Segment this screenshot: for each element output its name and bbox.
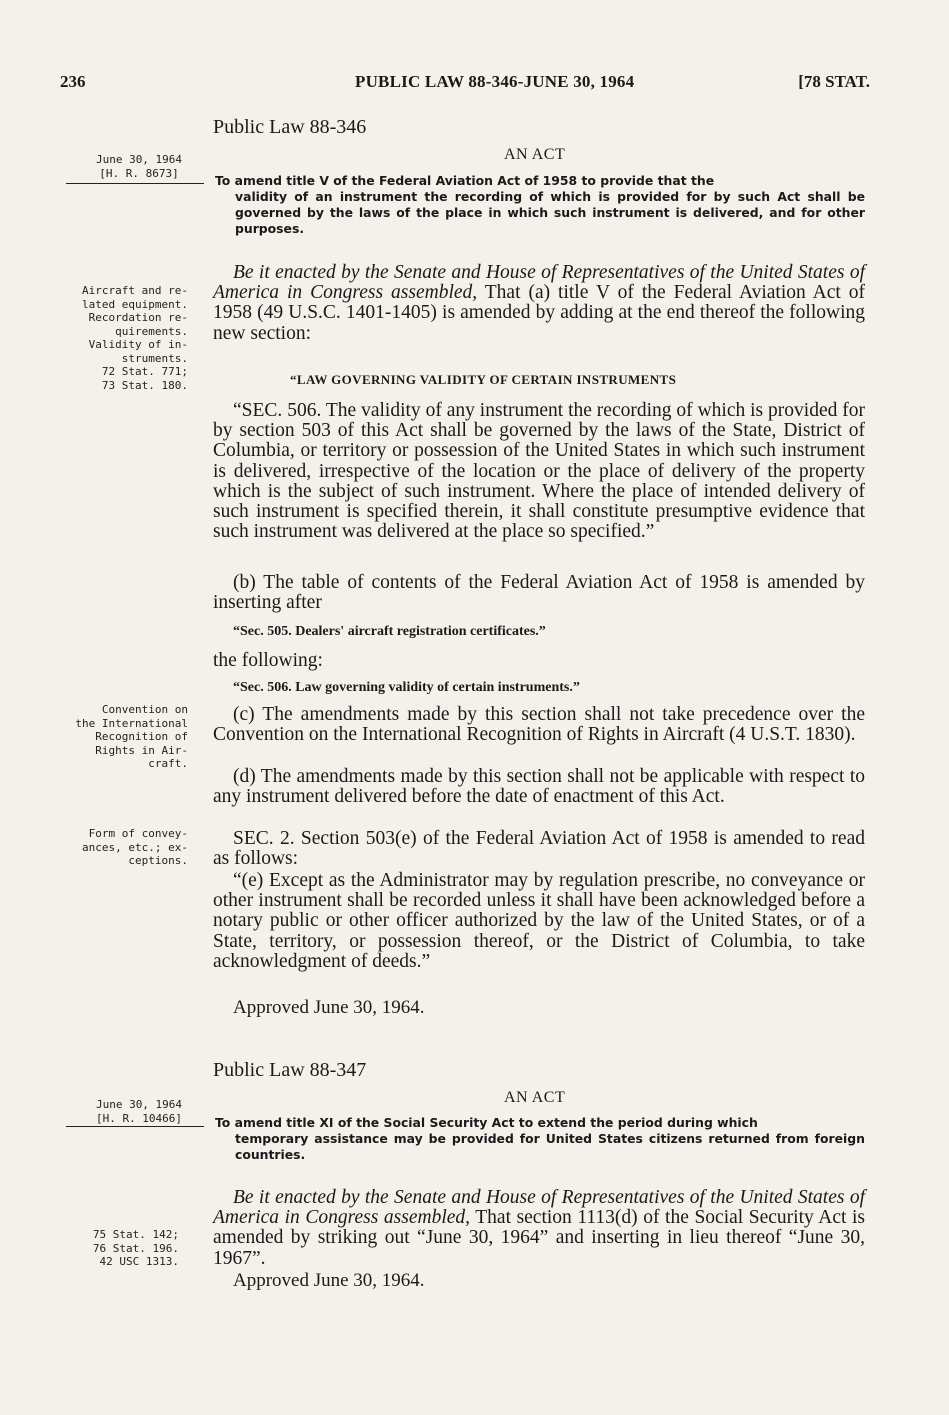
margin-note-convention: Convention on the International Recognition of Rights in Air- craft.	[75, 703, 188, 770]
margin-rule	[66, 183, 204, 184]
purpose-continuation: validity of an instrument the recording of which is provided for by such Act shall be governed by the laws of the place in which such instrument is delivered, and for other purposes.	[235, 189, 865, 236]
an-act-heading-88-346: AN ACT	[504, 146, 566, 163]
paragraph-c: (c) The amendments made by this section shall not take precedence over the Convention on the International Recognition of Rights in Aircraft (4 U.S.T. 1830).	[213, 704, 865, 746]
paragraph-e: “(e) Except as the Administrator may by regulation prescribe, no conveyance or other instrument shall be recorded unless it shall have been acknowledged before a notary public or other officer authorized by the law of the United States, or of a State, territory, or possession thereof, or the District of Columbia, to take acknowledgment of deeds.”	[213, 870, 865, 972]
margin-note-conveyances: Form of convey- ances, etc.; ex- ceptions.	[82, 827, 188, 867]
paragraph-d: (d) The amendments made by this section shall not be applicable with respect to any instrument delivered before the date of enactment of this Act.	[213, 766, 865, 808]
purpose-first-line-2: To amend title XI of the Social Security Act to extend the period during which	[215, 1115, 758, 1130]
purpose-clause-88-346	[215, 173, 865, 237]
enacting-italic-2: Be it enacted by the Senate and House of Representatives of the United States of America in Congress assembled,	[213, 1187, 865, 1229]
section-2-text: SEC. 2. Section 503(e) of the Federal Aviation Act of 1958 is amended to read as follows:	[213, 828, 865, 870]
an-act-heading-88-347: AN ACT	[504, 1089, 566, 1106]
enacting-clause-88-347	[213, 1188, 865, 1269]
approval-88-346: Approved June 30, 1964.	[233, 997, 425, 1018]
law-title-88-346: Public Law 88-346	[213, 116, 367, 138]
margin-note-aircraft: Aircraft and re- lated equipment. Recordation re- quirements. Validity of in- struments. 72 Stat. 771; 73 Stat. 180.	[82, 284, 188, 392]
section-506-text: “SEC. 506. The validity of any instrument the recording of which is provided for by section 503 of this Act shall be governed by the laws of the State, District of Columbia, or territory or possession of the United States in which such instrument is delivered, irrespective of the location or the place of delivery of the property which is the subject of such instrument. Where the place of intended delivery of such instrument is specified therein, it shall constitute presumptive evidence that such instrument was delivered at the place so specified.”	[213, 400, 865, 543]
approval-88-347: Approved June 30, 1964.	[233, 1270, 425, 1291]
page-header	[60, 72, 870, 96]
enacting-italic: Be it enacted by the Senate and House of Representatives of the United States of America in Congress assembled,	[213, 262, 865, 304]
purpose-clause-88-347	[215, 1115, 865, 1163]
the-following: the following:	[213, 650, 323, 671]
section-heading: “LAW GOVERNING VALIDITY OF CERTAIN INSTRUMENTS	[290, 372, 677, 387]
enacting-clause-88-346	[213, 263, 865, 344]
date-margin-88-347: June 30, 1964 [H. R. 10466]	[95, 1098, 183, 1125]
enacting-rest: That (a) title V of the Federal Aviation Act of 1958 (49 U.S.C. 1401-1405) is amended by adding at the end thereof the following new section:	[213, 282, 865, 344]
purpose-first-line: To amend title V of the Federal Aviation Act of 1958 to provide that the	[215, 173, 715, 188]
margin-note-stat: 75 Stat. 142; 76 Stat. 196. 42 USC 1313.	[92, 1228, 179, 1268]
purpose-continuation-2: temporary assistance may be provided for United States citizens returned from foreign countries.	[235, 1131, 865, 1162]
date-margin-88-346: June 30, 1964 [H. R. 8673]	[95, 153, 183, 180]
paragraph-b: (b) The table of contents of the Federal Aviation Act of 1958 is amended by inserting after	[213, 572, 865, 614]
quote-sec-505: “Sec. 505. Dealers' aircraft registration certificates.”	[233, 624, 546, 639]
stat-reference: [78 STAT.	[798, 72, 870, 91]
running-title: PUBLIC LAW 88-346-JUNE 30, 1964	[355, 72, 635, 91]
enacting-rest-2: That section 1113(d) of the Social Security Act is amended by striking out “June 30, 1964” and inserting in lieu thereof “June 30, 1967”.	[213, 1207, 865, 1269]
law-title-88-347: Public Law 88-347	[213, 1059, 367, 1081]
quote-sec-506: “Sec. 506. Law governing validity of certain instruments.”	[233, 680, 580, 695]
margin-rule-2	[66, 1126, 204, 1127]
page-number: 236	[60, 72, 86, 91]
